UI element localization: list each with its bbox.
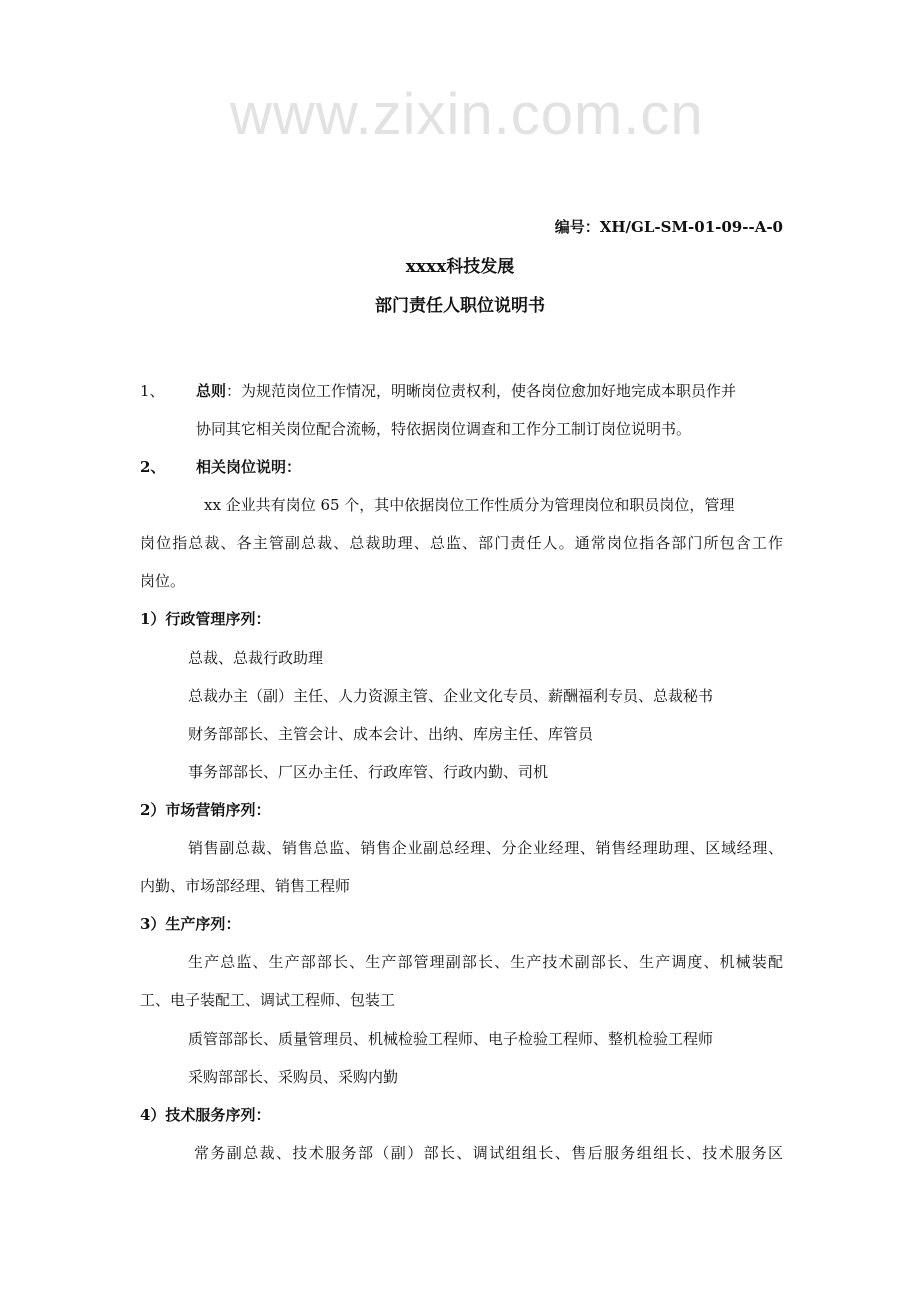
list-item: 销售副总裁、销售总监、销售企业副总经理、分企业经理、销售经理助理、区域经理、 bbox=[188, 839, 783, 857]
list-item: 生产总监、生产部部长、生产部管理副部长、生产技术副部长、生产调度、机械装配 bbox=[188, 953, 783, 971]
list-item: 事务部部长、厂区办主任、行政库管、行政内勤、司机 bbox=[188, 763, 549, 781]
section-text: ：为规范岗位工作情况，明晰岗位责权利，使各岗位愈加好地完成本职员作并 bbox=[226, 382, 737, 400]
section-1-line-1 bbox=[140, 381, 736, 401]
list-item: 总裁办主（副）主任、人力资源主管、企业文化专员、薪酬福利专员、总裁秘书 bbox=[188, 687, 714, 705]
list-item: 总裁、总裁行政助理 bbox=[188, 649, 324, 667]
list-item: 采购部部长、采购员、采购内勤 bbox=[188, 1068, 399, 1086]
document-code: 编号：XH/GL-SM-01-09--A-0 bbox=[554, 218, 783, 236]
document-title: xxxx科技发展 bbox=[405, 257, 515, 277]
list-item: 财务部部长、主管会计、成本会计、出纳、库房主任、库管员 bbox=[188, 725, 594, 743]
list-item: 质管部部长、质量管理员、机械检验工程师、电子检验工程师、整机检验工程师 bbox=[188, 1030, 714, 1048]
group-heading-tech-service: 4）技术服务序列： bbox=[140, 1106, 271, 1124]
section-label: 总则 bbox=[196, 382, 227, 400]
list-item: 工、电子装配工、调试工程师、包装工 bbox=[140, 991, 396, 1009]
section-1-line-2: 协同其它相关岗位配合流畅，特依据岗位调查和工作分工制订岗位说明书。 bbox=[196, 420, 692, 438]
group-heading-marketing: 2）市场营销序列： bbox=[140, 801, 271, 819]
paragraph-line: 岗位指总裁、各主管副总裁、总裁助理、总监、部门责任人。通常岗位指各部门所包含工作 bbox=[140, 534, 783, 552]
list-item: 常务副总裁、技术服务部（副）部长、调试组组长、售后服务组组长、技术服务区 bbox=[194, 1144, 783, 1162]
section-2-heading bbox=[140, 457, 301, 477]
section-label: 相关岗位说明： bbox=[196, 458, 302, 476]
group-heading-production: 3）生产序列： bbox=[140, 915, 241, 933]
document-subtitle: 部门责任人职位说明书 bbox=[375, 296, 545, 316]
section-number: 2、 bbox=[140, 458, 166, 476]
paragraph-line: 岗位。 bbox=[140, 572, 186, 590]
list-item: 内勤、市场部经理、销售工程师 bbox=[140, 877, 351, 895]
group-heading-admin: 1）行政管理序列： bbox=[140, 610, 271, 628]
watermark: www.zixin.com.cn bbox=[230, 82, 704, 147]
paragraph-line: xx 企业共有岗位 65 个，其中依据岗位工作性质分为管理岗位和职员岗位，管理 bbox=[204, 496, 735, 514]
section-number: 1、 bbox=[140, 382, 165, 400]
